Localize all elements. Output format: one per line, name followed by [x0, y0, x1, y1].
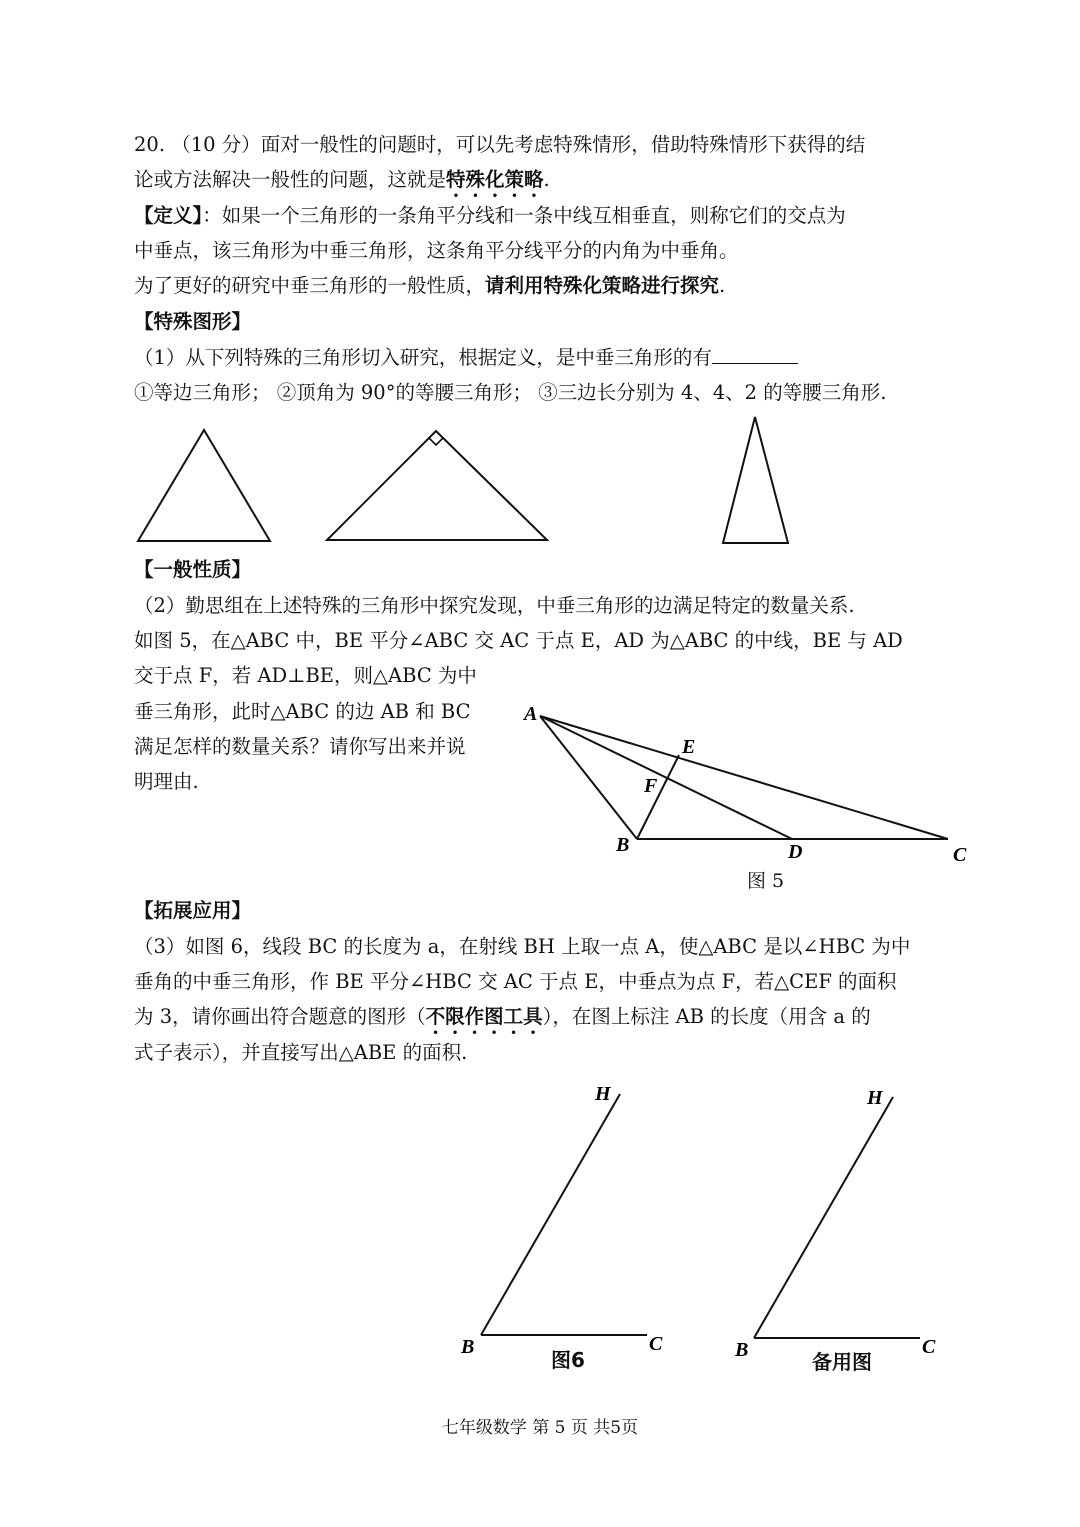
- label-C: C: [953, 844, 967, 866]
- label-F: F: [644, 775, 658, 797]
- question-3-line-1: （3）如图 6，线段 BC 的长度为 a，在射线 BH 上取一点 A，使△ABC 是以∠HBC 为中: [134, 935, 911, 958]
- label-A: A: [524, 703, 538, 725]
- text: ：如果一个三角形的一条角平分线和一条中线互相垂直，则称它们的交点为: [202, 204, 846, 227]
- question-3-line-2: 垂角的中垂三角形，作 BE 平分∠HBC 交 AC 于点 E，中垂点为点 F，若△CEF 的面积: [134, 970, 897, 993]
- emphasis-text: 不限作图工具: [425, 1005, 543, 1028]
- section-heading-special: 【特殊图形】: [134, 310, 252, 333]
- spare-figure-caption: 备用图: [812, 1350, 872, 1374]
- section-heading-extension: 【拓展应用】: [134, 899, 252, 922]
- definition-heading: 【定义】: [134, 204, 203, 227]
- question-2-line-1: （2）勤思组在上述特殊的三角形中探究发现，中垂三角形的边满足特定的数量关系.: [134, 594, 855, 617]
- label-C: C: [649, 1333, 663, 1355]
- text: ），在图上标注 AB 的长度（用含 a 的: [542, 1005, 871, 1028]
- label-H: H: [867, 1087, 883, 1109]
- label-C: C: [922, 1336, 936, 1358]
- question-2-line-4: 垂三角形，此时△ABC 的边 AB 和 BC: [134, 700, 471, 723]
- ray-BH: [754, 1097, 893, 1338]
- label-D: D: [788, 841, 803, 863]
- emphasis-text: 特殊化策略: [446, 168, 544, 191]
- question-2-line-6: 明理由.: [134, 770, 199, 793]
- question-2-line-2: 如图 5，在△ABC 中，BE 平分∠ABC 交 AC 于点 E，AD 为△ABC 的中线，BE 与 AD: [134, 629, 903, 652]
- question-2-line-5: 满足怎样的数量关系？请你写出来并说: [134, 735, 466, 758]
- text: （1）从下列特殊的三角形切入研究，根据定义，是中垂三角形的有: [134, 346, 712, 369]
- bold-text: 请利用特殊化策略进行探究: [485, 274, 720, 297]
- question-2-line-3: 交于点 F，若 AD⊥BE，则△ABC 为中: [134, 664, 477, 687]
- label-B: B: [735, 1339, 749, 1361]
- section-heading-general: 【一般性质】: [134, 558, 252, 581]
- label-H: H: [595, 1083, 611, 1105]
- label-B: B: [616, 834, 630, 856]
- text: .: [543, 168, 550, 191]
- text: 为 3，请你画出符合题意的图形（: [134, 1005, 426, 1028]
- label-E: E: [682, 736, 696, 758]
- figure-5-caption: 图 5: [747, 870, 785, 892]
- question-3-line-4: 式子表示），并直接写出△ABE 的面积.: [134, 1041, 468, 1064]
- page-footer: 七年级数学 第 5 页 共5页: [441, 1418, 639, 1438]
- text: 论或方法解决一般性的问题，这就是: [134, 168, 447, 191]
- problem-line-1: 20. （10 分）面对一般性的问题时，可以先考虑特殊情形，借助特殊情形下获得的结: [134, 133, 866, 156]
- definition-line-2: 中垂点，该三角形为中垂三角形，这条角平分线平分的内角为中垂角。: [134, 239, 739, 262]
- question-1-options: ①等边三角形； ②顶角为 90°的等腰三角形； ③三边长分别为 4、4、2 的等腰三角形.: [134, 381, 887, 404]
- text: 为了更好的研究中垂三角形的一般性质，: [134, 274, 486, 297]
- text: .: [719, 274, 726, 297]
- figure-6-caption: 图6: [551, 1348, 585, 1372]
- label-B: B: [461, 1336, 475, 1358]
